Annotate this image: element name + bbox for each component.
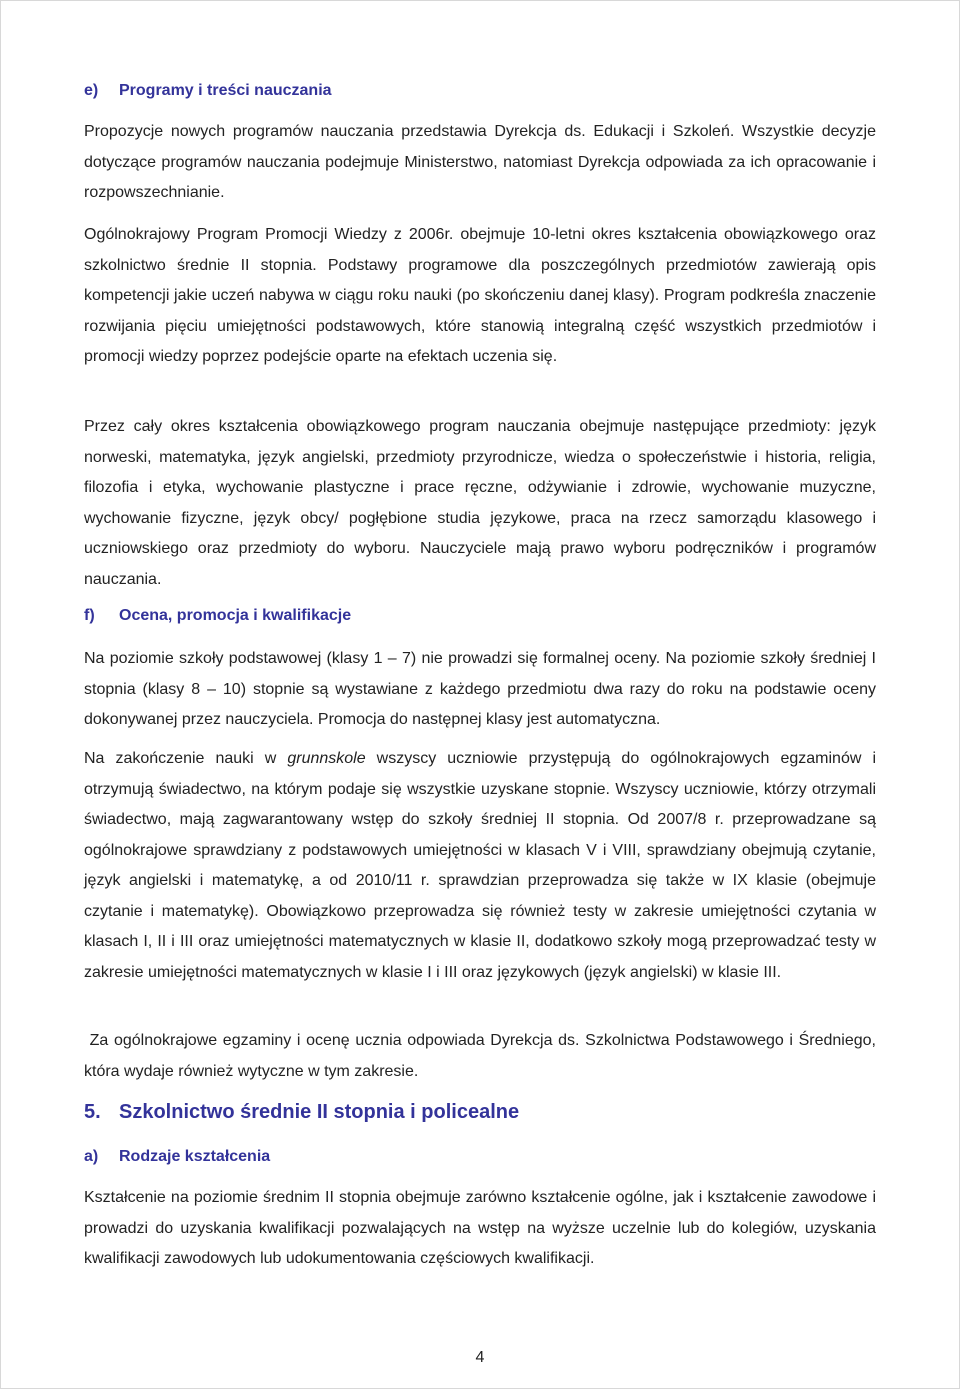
section-a-title: Rodzaje kształcenia xyxy=(119,1148,271,1165)
section-a-paragraph: Kształcenie na poziomie średnim II stopnia obejmuje zarówno kształcenie ogólne, jak i kształcenie zawodowe i prowadzi do uzyskania kwalifikacji pozwalających na wstęp na wyższe uczelnie lub do kolegiów, uzyskania kwalifikacji zawodowych lub udokumentowania częściowych kwalifikacji. xyxy=(84,1189,876,1267)
section-e-marker: e) xyxy=(84,82,99,99)
chapter-5-marker: 5. xyxy=(84,1101,101,1123)
section-f-heading xyxy=(84,607,351,625)
section-f-paragraph-1: Na poziomie szkoły podstawowej (klasy 1 – 7) nie prowadzi się formalnej oceny. Na poziomie szkoły średniej I stopnia (klasy 8 – 10) stopnie są wystawiane z każdego przedmiotu dwa razy do roku na podstawie oceny dokonywanej przez nauczyciela. Promocja do następnej klasy jest automatyczna. xyxy=(84,650,876,728)
section-e-title: Programy i treści nauczania xyxy=(119,82,332,99)
section-f-paragraph-2-rest: wszyscy uczniowie przystępują do ogólnokrajowych egzaminów i otrzymują świadectwo, na którym podaje się wszystkie uzyskane stopnie. Wszyscy uczniowie, którzy otrzymali świadectwo, mają zagwarantowany wstęp do szkoły średniej II stopnia. Od 2007/8 r. przeprowadzane są ogólnokrajowe sprawdziany z podstawowych umiejętności w klasach V i VIII, sprawdziany obejmują czytanie, język angielski i matematykę, a od 2010/11 r. sprawdzian przeprowadza się także w IX klasie (obejmuje czytanie i matematykę). Obowiązkowo przeprowadza się również testy w zakresie umiejętności czytania w klasach I, II i III oraz umiejętności matematycznych w klasie II, dodatkowo szkoły mogą przeprowadzać testy w zakresie umiejętności matematycznych w klasie I i III oraz językowych (język angielski) w klasie III. xyxy=(84,750,876,981)
section-f-paragraph-2-start: Na zakończenie nauki w xyxy=(84,750,288,767)
section-e-paragraph-3: Przez cały okres kształcenia obowiązkowego program nauczania obejmuje następujące przedmioty: język norweski, matematyka, język angielski, przedmioty przyrodnicze, wiedza o społeczeństwie i historia, religia, filozofia i etyka, wychowanie plastyczne i prace ręczne, odżywianie i zdrowie, wychowanie muzyczne, wychowanie fizyczne, język obcy/ pogłębione studia językowe, praca na rzecz samorządu klasowego i uczniowskiego oraz przedmioty do wyboru. Nauczyciele mają prawo wyboru podręczników i programów nauczania. xyxy=(84,418,876,588)
section-f-paragraph-2 xyxy=(84,744,876,988)
section-f-paragraph-3: Za ogólnokrajowe egzaminy i ocenę ucznia odpowiada Dyrekcja ds. Szkolnictwa Podstawowego i Średniego, która wydaje również wytyczne w tym zakresie. xyxy=(84,1032,881,1080)
section-e-paragraph-2: Ogólnokrajowy Program Promocji Wiedzy z 2006r. obejmuje 10-letni okres kształcenia obowiązkowego oraz szkolnictwo średnie II stopnia. Podstawy programowe dla poszczególnych przedmiotów zawierają opis kompetencji jakie uczeń nabywa w ciągu roku nauki (po skończeniu danej klasy). Program podkreśla znaczenie rozwijania pięciu umiejętności podstawowych, które stanowią integralną część wszystkich przedmiotów i promocji wiedzy poprzez podejście oparte na efektach uczenia się. xyxy=(84,226,876,365)
section-e-paragraph-1: Propozycje nowych programów nauczania przedstawia Dyrekcja ds. Edukacji i Szkoleń. Wszystkie decyzje dotyczące programów nauczania podejmuje Ministerstwo, natomiast Dyrekcja odpowiada za ich opracowanie i rozpowszechnianie. xyxy=(84,123,876,201)
section-a-heading xyxy=(84,1148,270,1166)
chapter-5-heading xyxy=(84,1101,519,1124)
section-f-marker: f) xyxy=(84,607,95,624)
section-a-marker: a) xyxy=(84,1148,99,1165)
section-e-heading xyxy=(84,82,332,100)
section-f-title: Ocena, promocja i kwalifikacje xyxy=(119,607,352,624)
page-number: 4 xyxy=(475,1349,485,1366)
chapter-5-title: Szkolnictwo średnie II stopnia i policealne xyxy=(119,1101,520,1123)
grunnskole-term: grunnskole xyxy=(287,750,366,767)
